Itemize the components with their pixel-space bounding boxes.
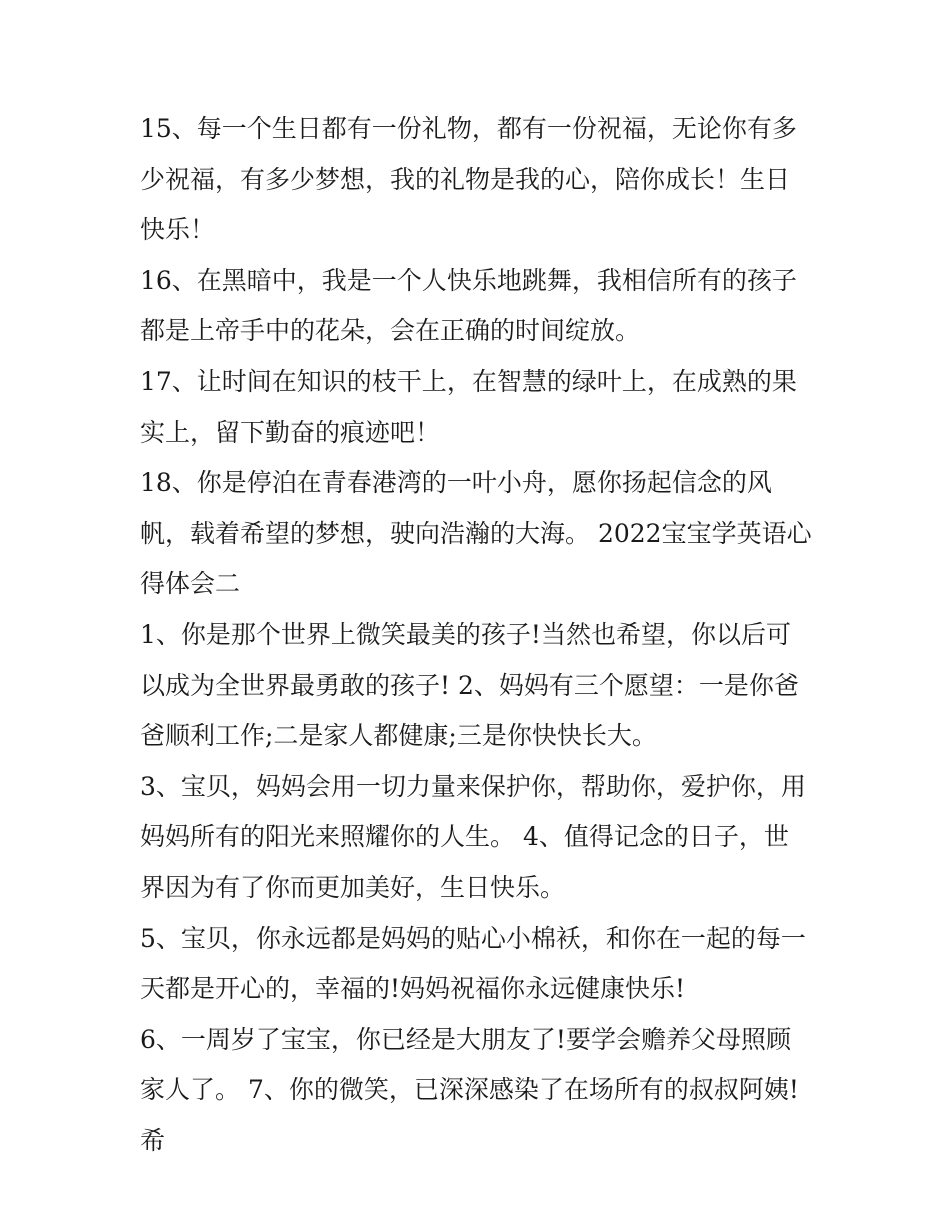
paragraph-6-7: 6、一周岁了宝宝，你已经是大朋友了!要学会赡养父母照顾家人了。 7、你的微笑，已深深感染了在场所有的叔叔阿姨!希 [140, 1024, 799, 1155]
paragraph-18: 18、你是停泊在青春港湾的一叶小舟，愿你扬起信念的风帆，载着希望的梦想，驶向浩瀚的大海。 2022宝宝学英语心得体会二 [140, 468, 812, 599]
paragraph-5: 5、宝贝，你永远都是妈妈的贴心小棉袄，和你在一起的每一天都是开心的，幸福的!妈妈祝福你永远健康快乐! [140, 923, 806, 1004]
paragraph-16: 16、在黑暗中，我是一个人快乐地跳舞，我相信所有的孩子都是上帝手中的花朵，会在正确的时间绽放。 [140, 265, 797, 346]
paragraph-17: 17、让时间在知识的枝干上，在智慧的绿叶上，在成熟的果实上，留下勤奋的痕迹吧！ [140, 366, 797, 447]
paragraph-3-4: 3、宝贝，妈妈会用一切力量来保护你，帮助你，爱护你，用妈妈所有的阳光来照耀你的人生。 4、值得记念的日子，世界因为有了你而更加美好，生日快乐。 [140, 771, 806, 902]
document-body [140, 104, 812, 1166]
paragraph-15: 15、每一个生日都有一份礼物，都有一份祝福，无论你有多少祝福，有多少梦想，我的礼物是我的心，陪你成长！生日快乐！ [140, 114, 797, 245]
paragraph-1-2: 1、你是那个世界上微笑最美的孩子!当然也希望，你以后可以成为全世界最勇敢的孩子! 2、妈妈有三个愿望：一是你爸爸顺利工作;二是家人都健康;三是你快快长大。 [140, 619, 799, 751]
